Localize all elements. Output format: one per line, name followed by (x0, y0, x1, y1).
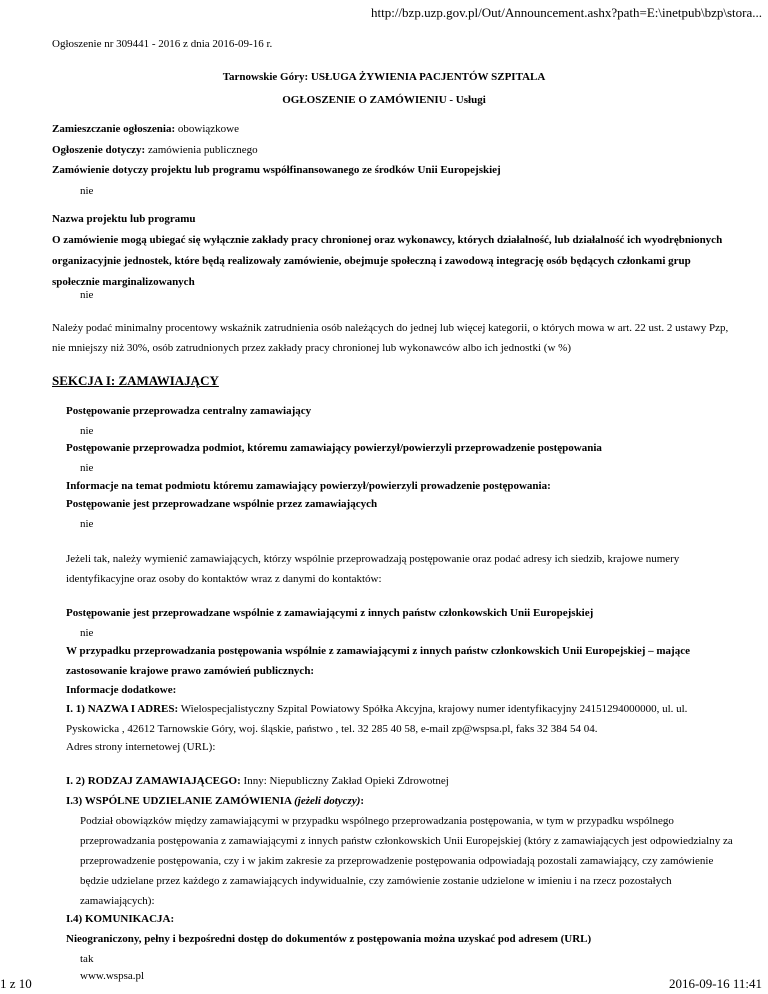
chronione-question-line1: O zamówienie mogą ubiegać się wyłącznie zakłady pracy chronionej oraz wykonawcy, których działalność, lub działalność ich wyodrębnionych (52, 234, 723, 246)
info-dodatkowe-label: Informacje dodatkowe: (66, 684, 177, 696)
project-name-label: Nazwa projektu lub programu (52, 213, 196, 225)
prawo-line1: W przypadku przeprowadzania postępowania wspólnie z zamawiającymi z innych państw członkowskich Unii Europejskiej – mające (66, 645, 690, 657)
i3-label: I.3) WSPÓLNE UDZIELANIE ZAMÓWIENIA (66, 795, 292, 807)
ue-answer: nie (80, 627, 94, 639)
i3-paragraph-line2: przeprowadzania postępowania z zamawiającymi z innych państw członkowskich Unii Europejskiej (który z zamawiających jest odpowiedzialny za (80, 835, 733, 847)
chronione-question-line2: organizacyjnie jednostek, które będą realizowały zamówienie, obejmuje społeczną i zawodową integrację osób będących członkami grup (52, 255, 691, 267)
i2-value: Inny: Niepubliczny Zakład Opieki Zdrowotnej (243, 775, 449, 787)
chronione-answer: nie (80, 289, 94, 301)
i3-paragraph-line3: przeprowadzenie postępowania, czy i w jakim zakresie za przeprowadzenie postępowania odpowiadają pozostali zamawiający, czy zamówienie (80, 855, 714, 867)
dostep-question: Nieograniczony, pełny i bezpośredni dostęp do dokumentów z postępowania można uzyskać pod adresem (URL) (66, 933, 592, 945)
i3-italic-note: (jeżeli dotyczy) (294, 795, 361, 807)
jezeli-line1: Jeżeli tak, należy wymienić zamawiających, którzy wspólnie przeprowadzają postępowanie oraz podać adresy ich siedzib, krajowe numery (66, 553, 680, 565)
centralny-answer: nie (80, 425, 94, 437)
podmiot-question: Postępowanie przeprowadza podmiot, któremu zamawiający powierzył/powierzyli przeprowadzenie postępowania (66, 442, 602, 454)
centralny-question: Postępowanie przeprowadza centralny zamawiający (66, 405, 312, 417)
i3-heading (66, 795, 364, 807)
i3-paragraph-line1: Podział obowiązków między zamawiającymi w przypadku wspólnego przeprowadzania postępowania, w tym w przypadku wspólnego (80, 815, 674, 827)
i1-name-address (66, 703, 687, 715)
wskaznik-line2: nie mniejszy niż 30%, osób zatrudnionych przez zakłady pracy chronionej lub wykonawców albo ich jednostki (w %) (52, 342, 571, 354)
jezeli-line2: identyfikacyjne oraz osoby do kontaktów wraz z danymi do kontaktów: (66, 573, 382, 585)
print-footer-page-label: 1 z 10 (0, 976, 32, 991)
field-dotyczy (52, 144, 258, 156)
dostep-answer: tak (80, 953, 94, 965)
field-value: zamówienia publicznego (147, 144, 258, 156)
podmiot-answer: nie (80, 462, 94, 474)
ue-question: Postępowanie jest przeprowadzane wspólnie z zamawiającymi z innych państw członkowskich Unii Europejskiej (66, 607, 594, 619)
eu-project-answer: nie (80, 185, 94, 197)
i1-value: Wielospecjalistyczny Szpital Powiatowy Spółka Akcyjna, krajowy numer identyfikacyjny 24151294000000, ul. ul. (180, 703, 688, 715)
chronione-question-line3: społecznie marginalizowanych (52, 276, 195, 288)
wskaznik-line1: Należy podać minimalny procentowy wskaźnik zatrudnienia osób należących do jednej lub więcej kategorii, o których mowa w art. 22 ust. 2 ustawy Pzp, (52, 322, 729, 334)
document-subtitle: OGŁOSZENIE O ZAMÓWIENIU - Usługi (282, 94, 486, 106)
podmiot-info-label: Informacje na temat podmiotu któremu zamawiający powierzył/powierzyli prowadzenie postępowania: (66, 480, 551, 492)
field-label: Ogłoszenie dotyczy: (52, 144, 146, 156)
i2-label: I. 2) RODZAJ ZAMAWIAJĄCEGO: (66, 775, 241, 787)
wspolnie-answer: nie (80, 518, 94, 530)
i2-type (66, 775, 449, 787)
dostep-url: www.wspsa.pl (80, 970, 145, 982)
i4-heading: I.4) KOMUNIKACJA: (66, 913, 175, 925)
print-footer-datetime: 2016-09-16 11:41 (668, 976, 762, 991)
i1-address-line2: Pyskowicka , 42612 Tarnowskie Góry, woj. śląskie, państwo , tel. 32 285 40 58, e-mail zp@wspsa.pl, faks 32 384 54 04. (66, 723, 598, 735)
i3-colon: : (360, 795, 365, 807)
i3-paragraph-line5: zamawiających): (80, 895, 155, 907)
prawo-line2: zastosowanie krajowe prawo zamówień publicznych: (66, 665, 315, 677)
field-zamieszczanie (52, 123, 239, 135)
section-1-heading: SEKCJA I: ZAMAWIAJĄCY (52, 373, 219, 388)
i1-label: I. 1) NAZWA I ADRES: (66, 703, 179, 715)
announcement-number-line: Ogłoszenie nr 309441 - 2016 z dnia 2016-09-16 r. (52, 38, 273, 50)
field-label: Zamieszczanie ogłoszenia: (52, 123, 176, 135)
document-title: Tarnowskie Góry: USŁUGA ŻYWIENIA PACJENTÓW SZPITALA (222, 71, 546, 83)
field-value: obowiązkowe (177, 123, 239, 135)
print-header-url: http://bzp.uzp.gov.pl/Out/Announcement.ashx?path=E:\inetpub\bzp\stora... (371, 5, 762, 20)
eu-project-question: Zamówienie dotyczy projektu lub programu współfinansowanego ze środków Unii Europejskiej (52, 164, 501, 176)
i1-www-label: Adres strony internetowej (URL): (66, 741, 216, 753)
wspolnie-question: Postępowanie jest przeprowadzane wspólnie przez zamawiających (66, 498, 378, 510)
i3-paragraph-line4: będzie udzielane przez każdego z zamawiających indywidualnie, czy zamówienie zostanie udzielone w imieniu i na rzecz pozostałych (80, 875, 672, 887)
